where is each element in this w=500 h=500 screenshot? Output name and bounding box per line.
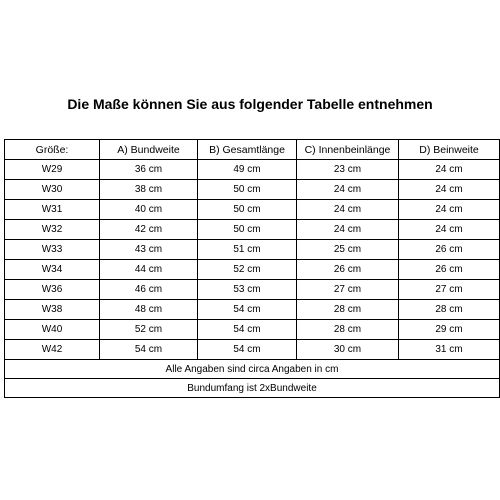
note-waist-circumference: Bundumfang ist 2xBundweite bbox=[5, 379, 500, 398]
table-cell: 24 cm bbox=[399, 160, 500, 180]
table-cell: 24 cm bbox=[297, 220, 399, 240]
table-cell: 30 cm bbox=[297, 340, 399, 360]
table-cell: 28 cm bbox=[399, 300, 500, 320]
table-cell: 51 cm bbox=[198, 240, 297, 260]
table-cell: W32 bbox=[5, 220, 100, 240]
table-cell: 52 cm bbox=[198, 260, 297, 280]
table-row bbox=[5, 220, 500, 240]
table-cell: W29 bbox=[5, 160, 100, 180]
table-cell: 54 cm bbox=[100, 340, 198, 360]
table-header-row bbox=[5, 140, 500, 160]
table-cell: 26 cm bbox=[399, 240, 500, 260]
table-cell: W38 bbox=[5, 300, 100, 320]
table-cell: 52 cm bbox=[100, 320, 198, 340]
header-waist-width: A) Bundweite bbox=[100, 140, 198, 160]
table-cell: 46 cm bbox=[100, 280, 198, 300]
table-cell: 24 cm bbox=[297, 200, 399, 220]
table-cell: 50 cm bbox=[198, 200, 297, 220]
table-cell: 25 cm bbox=[297, 240, 399, 260]
table-note-row bbox=[5, 379, 500, 398]
header-inseam-length: C) Innenbeinlänge bbox=[297, 140, 399, 160]
table-cell: 42 cm bbox=[100, 220, 198, 240]
table-cell: 27 cm bbox=[297, 280, 399, 300]
table-cell: 50 cm bbox=[198, 180, 297, 200]
table-cell: W33 bbox=[5, 240, 100, 260]
table-cell: W42 bbox=[5, 340, 100, 360]
size-table bbox=[4, 139, 500, 398]
table-row bbox=[5, 260, 500, 280]
table-cell: 24 cm bbox=[399, 180, 500, 200]
table-row bbox=[5, 240, 500, 260]
table-cell: 54 cm bbox=[198, 320, 297, 340]
table-cell: 29 cm bbox=[399, 320, 500, 340]
table-cell: 27 cm bbox=[399, 280, 500, 300]
table-cell: 28 cm bbox=[297, 300, 399, 320]
table-cell: 48 cm bbox=[100, 300, 198, 320]
table-cell: 31 cm bbox=[399, 340, 500, 360]
table-note-row bbox=[5, 360, 500, 379]
table-cell: 26 cm bbox=[399, 260, 500, 280]
table-row bbox=[5, 320, 500, 340]
note-approximate: Alle Angaben sind circa Angaben in cm bbox=[5, 360, 500, 379]
table-cell: 54 cm bbox=[198, 340, 297, 360]
table-cell: 43 cm bbox=[100, 240, 198, 260]
table-cell: W34 bbox=[5, 260, 100, 280]
table-row bbox=[5, 180, 500, 200]
table-cell: 23 cm bbox=[297, 160, 399, 180]
table-cell: W31 bbox=[5, 200, 100, 220]
table-cell: 24 cm bbox=[399, 220, 500, 240]
table-cell: W40 bbox=[5, 320, 100, 340]
table-row bbox=[5, 280, 500, 300]
page-title: Die Maße können Sie aus folgender Tabelle entnehmen bbox=[67, 96, 433, 112]
table-cell: 24 cm bbox=[399, 200, 500, 220]
table-cell: 26 cm bbox=[297, 260, 399, 280]
table-row bbox=[5, 160, 500, 180]
table-cell: 54 cm bbox=[198, 300, 297, 320]
table-cell: 49 cm bbox=[198, 160, 297, 180]
table-row bbox=[5, 200, 500, 220]
header-size: Größe: bbox=[5, 140, 100, 160]
table-row bbox=[5, 340, 500, 360]
table-row bbox=[5, 300, 500, 320]
table-cell: 24 cm bbox=[297, 180, 399, 200]
table-cell: 28 cm bbox=[297, 320, 399, 340]
table-cell: 53 cm bbox=[198, 280, 297, 300]
table-cell: 38 cm bbox=[100, 180, 198, 200]
table-cell: 40 cm bbox=[100, 200, 198, 220]
table-cell: 50 cm bbox=[198, 220, 297, 240]
table-cell: W36 bbox=[5, 280, 100, 300]
header-total-length: B) Gesamtlänge bbox=[198, 140, 297, 160]
header-leg-width: D) Beinweite bbox=[399, 140, 500, 160]
table-cell: W30 bbox=[5, 180, 100, 200]
table-cell: 36 cm bbox=[100, 160, 198, 180]
table-cell: 44 cm bbox=[100, 260, 198, 280]
